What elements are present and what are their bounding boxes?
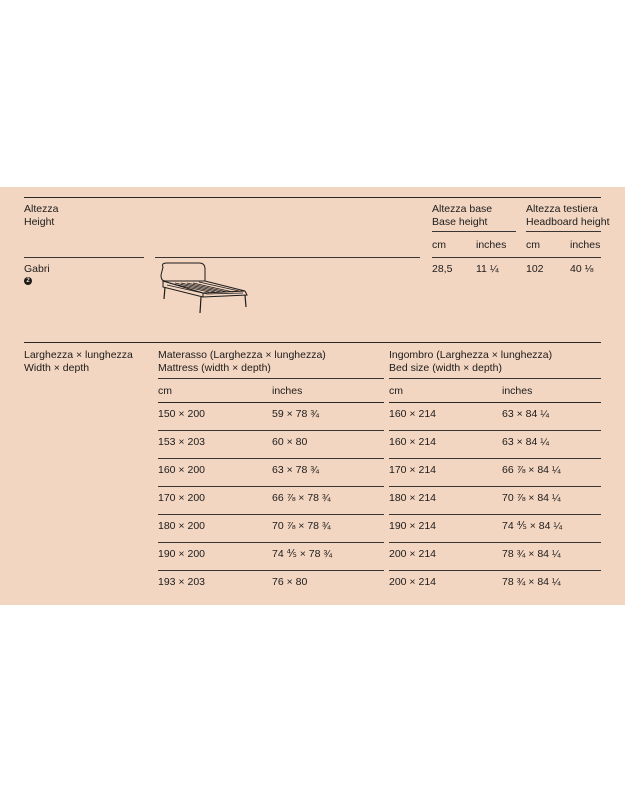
mattress-inches: 63 × 78 ¾ <box>272 464 319 476</box>
product-name: Gabri <box>24 263 50 275</box>
row-rule <box>158 486 384 487</box>
bedsize-cm: 180 × 214 <box>389 492 437 504</box>
mattress-cm: 150 × 200 <box>158 408 206 420</box>
row-rule <box>158 542 384 543</box>
base-unit-inches: inches <box>476 239 507 251</box>
product-row-rule-left <box>24 257 144 258</box>
mattress-label-en: Mattress (width × depth) <box>158 362 271 374</box>
mattress-inches: 70 ⅞ × 78 ¾ <box>272 520 331 532</box>
bedsize-cm: 200 × 214 <box>389 548 437 560</box>
row-rule <box>158 514 384 515</box>
bedsize-cm: 170 × 214 <box>389 464 437 476</box>
bedsize-cm: 160 × 214 <box>389 436 437 448</box>
mattress-inches: 59 × 78 ¾ <box>272 408 319 420</box>
bedsize-cm: 190 × 214 <box>389 520 437 532</box>
mattress-cm: 153 × 203 <box>158 436 206 448</box>
mattress-inches: 66 ⅞ × 78 ¾ <box>272 492 331 504</box>
size-label-en: Width × depth <box>24 362 90 374</box>
bedsize-inches: 70 ⅞ × 84 ¼ <box>502 492 561 504</box>
mattress-cm: 170 × 200 <box>158 492 206 504</box>
bedsize-cm: 200 × 214 <box>389 576 437 588</box>
mattress-unit-cm: cm <box>158 385 172 397</box>
base-height-label-en: Base height <box>432 216 488 228</box>
base-unit-cm: cm <box>432 239 446 251</box>
base-height-label-it: Altezza base <box>432 203 493 215</box>
base-height-inches-value: 11 ¼ <box>476 263 499 275</box>
headboard-height-label-en: Headboard height <box>526 216 610 228</box>
mattress-cm: 193 × 203 <box>158 576 206 588</box>
row-rule <box>389 430 601 431</box>
height-label-en: Height <box>24 216 55 228</box>
bedsize-unit-inches: inches <box>502 385 533 397</box>
mattress-cm: 180 × 200 <box>158 520 206 532</box>
size-label-it: Larghezza × lunghezza <box>24 349 133 361</box>
height-label-it: Altezza <box>24 203 59 215</box>
row-rule <box>158 430 384 431</box>
headboard-unit-inches: inches <box>570 239 601 251</box>
base-height-rule <box>432 231 516 232</box>
bedsize-unit-cm: cm <box>389 385 403 397</box>
base-height-cm-value: 28,5 <box>432 263 453 275</box>
row-rule <box>389 458 601 459</box>
bedsize-label-en: Bed size (width × depth) <box>389 362 502 374</box>
headboard-unit-cm: cm <box>526 239 540 251</box>
bedsize-inches: 63 × 84 ¼ <box>502 408 549 420</box>
mattress-inches: 76 × 80 <box>272 576 308 588</box>
bedsize-inches: 66 ⅞ × 84 ¼ <box>502 464 561 476</box>
bedsize-header-rule <box>389 378 601 379</box>
headboard-height-label-it: Altezza testiera <box>526 203 598 215</box>
spec-sheet <box>0 187 625 605</box>
headboard-height-rule <box>526 231 601 232</box>
mattress-unit-inches: inches <box>272 385 303 397</box>
bedsize-inches: 74 ⅘ × 84 ¼ <box>502 520 563 532</box>
bedsize-label-it: Ingombro (Larghezza × lunghezza) <box>389 349 553 361</box>
mattress-inches: 60 × 80 <box>272 436 308 448</box>
row-rule <box>389 486 601 487</box>
headboard-height-cm-value: 102 <box>526 263 544 275</box>
mattress-cm: 190 × 200 <box>158 548 206 560</box>
headboard-height-inches-value: 40 ⅛ <box>570 263 594 275</box>
bedsize-inches: 78 ¾ × 84 ¼ <box>502 576 561 588</box>
mattress-inches: 74 ⅘ × 78 ¾ <box>272 548 333 560</box>
row-rule <box>389 570 601 571</box>
row-rule <box>389 542 601 543</box>
bedsize-cm: 160 × 214 <box>389 408 437 420</box>
height-table-top-rule <box>24 197 601 198</box>
mattress-cm: 160 × 200 <box>158 464 206 476</box>
size-table-top-rule <box>24 342 601 343</box>
mattress-label-it: Materasso (Larghezza × lunghezza) <box>158 349 326 361</box>
product-row-rule-right <box>432 257 601 258</box>
bed-illustration-icon <box>155 261 253 317</box>
bedsize-inches: 78 ¾ × 84 ¼ <box>502 548 561 560</box>
mattress-units-rule <box>158 402 384 403</box>
product-badge: 2 <box>24 277 32 285</box>
bedsize-units-rule <box>389 402 601 403</box>
product-row-rule-mid <box>155 257 420 258</box>
row-rule <box>158 570 384 571</box>
row-rule <box>389 514 601 515</box>
bedsize-inches: 63 × 84 ¼ <box>502 436 549 448</box>
row-rule <box>158 458 384 459</box>
mattress-header-rule <box>158 378 384 379</box>
